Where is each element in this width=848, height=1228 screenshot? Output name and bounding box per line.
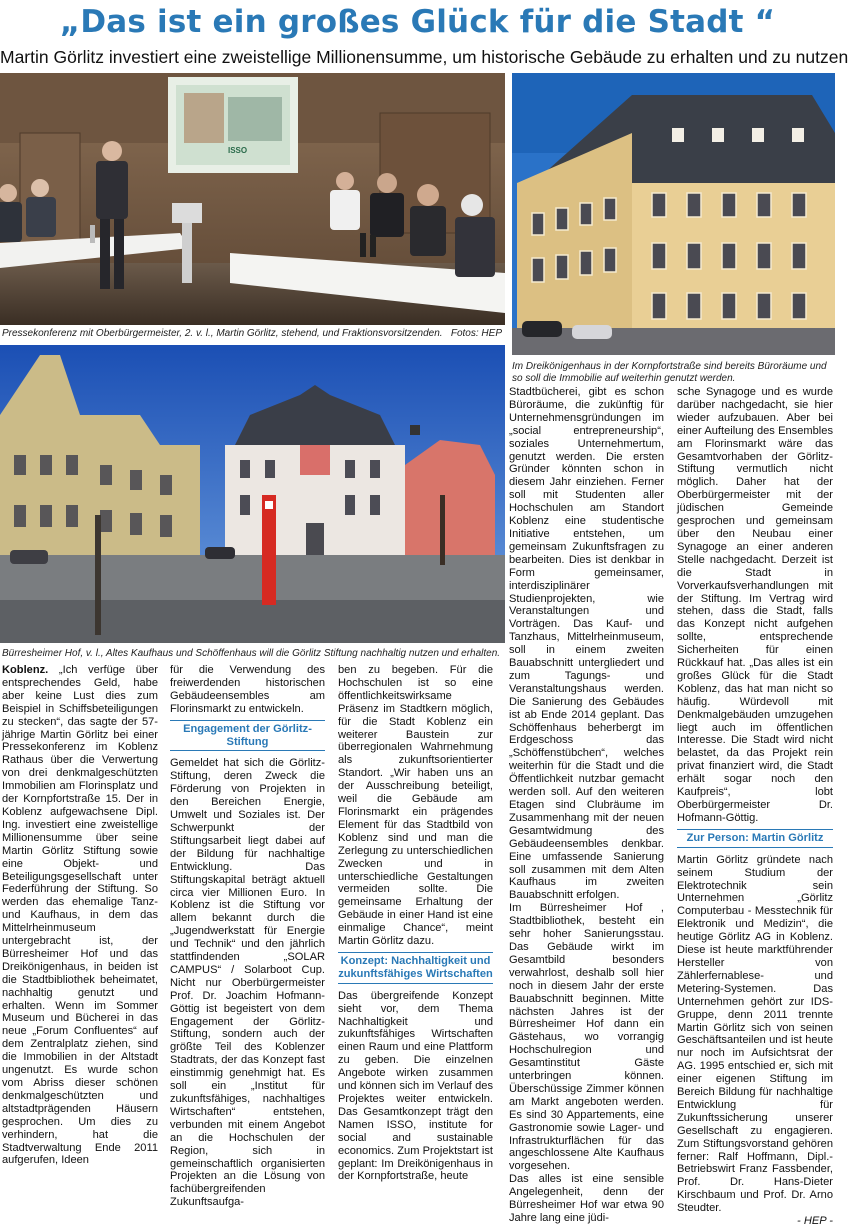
slide-title: ISSO [228,146,248,155]
col4-paragraph-2: Im Bürresheimer Hof , Stadtbibliothek, besteht ein sehr hoher Sanierungsstau. Das Gebäude wirkt im Gesamtbild besonders verwahrlost, deshalb soll hier noch in diesem Jahr der erste Bauabschnitt beginnen. Mitte nächsten Jahres ist der Bürresheimer Hof dann ein Gästehaus, wo vorrangig Hochschulregion und Gesamtinstitut Gäste unterbringen können. Überschüssige Zimmer können am Markt angeboten werden. Es sind 30 Appartements, eine Gastronomie sowie Lager- und Infrastrukturflächen für das angeschlossene Alte Kaufhaus vorgesehen. [509,902,664,1173]
article-column-5 [677,386,833,1228]
photo-credit: Fotos: HEP [450,328,502,339]
col2-paragraph-2: Gemeldet hat sich die Görlitz-Stiftung, deren Zweck die Förderung von Projekten in den Bereichen Energie, Umwelt und Soziales ist. Der Schwerpunkt der Stiftungsarbeit liegt dabei auf der Bildung für nachhaltige Entwicklung. Das Stiftungskapital beträgt aktuell circa vier Millionen Euro. In Koblenz ist die Stiftung vor allem bekannt durch die „Jugendwerkstatt für Energie und Technik“ und den jährlich stattfindenden „SOLAR CAMPUS“ / Solarboot Cup. Nicht nur Oberbürgermeister Prof. Dr. Joachim Hofmann-Göttig ist begeistert von dem Engagement der Görlitz-Stiftung, sondern auch der größte Teil des Koblenzer Stadtrats, der das Konzept fast einstimmig genehmigt hat. Es soll ein „Institut für zukunftsfähiges, nachhaltiges Wirtschaften“ entstehen, verbunden mit einem Angebot an die Hochschulen der Region, sich in gemeinschaftlich organisierten Projekten an die Lösung von fachübergreifenden Zukunftsaufga- [170,757,325,1209]
section-heading-person: Zur Person: Martin Görlitz [677,829,833,848]
building-photo [512,73,835,355]
col5-paragraph-1: sche Synagoge und es wurde darüber nachgedacht, sie hier wieder aufzubauen. Aber bei einer Aufteilung des Ensembles am Florinsmarkt wäre das Gesamtvorhaben der Görlitz-Stiftung vermutlich nicht möglich. Daher hat der Oberbürgermeister mit der jüdischen Gemeinde gesprochen und gemeinsam über den Neubau einer Synagoge an einer anderen Stelle nachgedacht. Derzeit ist die Stadt in Vorverkaufsverhandlungen mit der Stiftung. Im Vertrag wird stehen, dass die Stadt, falls das Konzept nicht aufgehen sollte, entsprechende Sicherheiten für einen Rückkauf hat. „Das alles ist ein großes Glück für die Stadt Koblenz, das hat man nicht so häufig. Würdevoll mit Denkmalgebäuden umzugehen liegt auch im öffentlichen Interesse. Die Stadt wird nicht belastet, da das Projekt rein privat finanziert wird, die Stadt erhält sogar noch den Kaufpreis“, lobt Oberbürgermeister Dr. Hofmann-Göttig. [677,386,833,824]
col3-paragraph-2: Das übergreifende Konzept sieht vor, dem Thema Nachhaltigkeit und zukunftsfähiges Wirtschaften einen Raum und eine Plattform zu geben. Die einzelnen Angebote wirken zusammen und können sich im Verlauf des Projektes weiter entwickeln. Das Gesamtkonzept trägt den Namen ISSO, institute for social and sustainable economics. Zum Projektstart ist geplant: Im Dreikönigenhaus in der Kornpfortstraße, heute [338,989,493,1183]
col2-paragraph-1: für die Verwendung des freiwerdenden historischen Gebäudeensembles am Florinsmarkt zu entwickeln. [170,664,325,715]
subheadline: Martin Görlitz investiert eine zweistellige Millionensumme, um historische Gebäude zu erhalten und zu nutzen [0,47,848,67]
building-caption: Im Dreikönigenhaus in der Kornpfortstraße sind bereits Büroräume und so soll die Immobilie auf weiterhin genutzt werden. [512,361,827,384]
article-column-2 [170,664,325,1209]
col4-paragraph-1: Stadtbücherei, gibt es schon Büroräume, die zukünftig für Unternehmensgründungen im „social entrepreneurship“, soziales Unternehmertum, genutzt werden. Die ersten Gründer könnten schon in diesem Jahr einziehen. Ferner soll mit Studenten aller Hochschulen am Standort Koblenz eine studentische Initiative entstehen, um gemeinsam Zukunftsfragen zu bearbeiten. Dies ist denkbar in Form gemeinsamer, interdisziplinärer Studienprojekten, wie Veranstaltungen und Vorträgen. Das Kauf- und Tanzhaus, Mittelrheinmuseum, soll in einem zweiten Bauabschnitt untergliedert und zum Tagungs- und Veranstaltungshaus werden. Die Sanierung des Gebäudes ist ab Ende 2014 geplant. Das Schöffenhaus beherbergt im Erdgeschoss das „Schöffenstübchen“, welches weiterhin für die Stadt und die Öffentlichkeit nutzbar gemacht werden soll. Auf den weiteren Etagen sind Clubräume im Zusammenhang mit der neuen Gesamtwidmung des Gebäudeensembles denkbar. Eine umfassende Sanierung soll zusammen mit dem Alten Kaufhaus im zweiten Bauabschnitt erfolgen. [509,386,664,902]
press-conference-image [0,73,505,325]
col5-paragraph-2: Martin Görlitz gründete nach seinem Studium der Elektrotechnik sein Unternehmen „Görlitz Computerbau - Messtechnik für Elektronik und Medizin“, die heutige Görlitz AG in Koblenz. Diese ist heute marktführender Hersteller von Zählerfernablese- und Metering-Systemen. Das Unternehmen gehört zur IDS-Gruppe, denn 2011 trennte Martin Görlitz sich von seinen Geschäftsanteilen und ist heute nur noch im Aufsichtsrat der AG. 1995 entschied er, sich mit einer eigenen Stiftung im Bereich Bildung für nachhaltige Entwicklung für Zukunftssicherung unserer Gesellschaft zu engagieren. Zum Stiftungsvorstand gehören ferner: Ralf Hoffmann, Dipl.-Betriebswirt Franz Fassbender, Prof. Dr. Hans-Dieter Kirschbaum und Prof. Dr. Arno Steudter. [677,853,833,1215]
dateline: Koblenz. [2,664,49,676]
col4-paragraph-3: Das alles ist eine sensible Angelegenheit, denn der Bürresheimer Hof war etwa 90 Jahre lang eine jüdi- [509,1173,664,1224]
col3-paragraph-1: ben zu begeben. Für die Hochschulen ist so eine öffentlichkeitswirksame Präsenz im Stadtkern möglich, für die Stadt Koblenz ein weiterer Baustein zur überregionalen Wahrnehmung als zukunftsorientierter Standort. „Wir haben uns an der Ausschreibung beteiligt, weil die Gebäude am Florinsmarkt ein prägendes Element für das Stadtbild von Koblenz sind und man die Zerlegung zu unterschiedlichen Zwecken und in unterschiedliche Gestaltungen vermeiden sollte. Die gemeinsame Erhaltung der Gebäude in einer Hand ist eine einmalige Chance“, meint Martin Görlitz dazu. [338,664,493,948]
section-heading-engagement: Engagement der Görlitz-Stiftung [170,720,325,752]
square-photo [0,345,505,643]
square-caption: Bürresheimer Hof, v. l., Altes Kaufhaus und Schöffenhaus will die Görlitz Stiftung nachhaltig nutzen und erhalten. [2,648,501,659]
press-conference-photo [0,73,505,325]
col1-paragraph-1: „Ich verfüge über entsprechendes Geld, habe aber keine Lust dies zum Beispiel in Schiffsbeteiligungen zu stecken“, das sagte der 57-jährige Martin Görlitz bei einer Pressekonferenz im Koblenz Rathaus über die Verwertung von drei denkmalgeschützten Immobilien am Florinsplatz und der Kornpfortstraße 15. Der in Koblenz aufgewachsene Dipl. Ing. investiert eine zweistellige Millionensumme über seine Martin Görlitz Stiftung sowie eine Objekt- und Beteiligungsgesellschaft unter Federführung der Stiftung. So werden das ehemalige Tanz- und Kaufhaus, in dem das Mittelrheinmuseum untergebracht ist, der Bürresheimer Hof und das Dreikönigenhaus, in beiden ist die Stadtbibliothek beheimatet, nachhaltig genutzt und erhalten. Wenn im Sommer Museum und Bücherei in das neue „Forum Confluentes“ auf dem Zentralplatz ziehen, sind die Immobilien in der Altstadt ungenutzt. Es wurde schon vom Abriss dieser schönen denkmalgeschützten und altstadtprägenden Häusern gesprochen. Um dies zu verhindern, hat die Stadtverwaltung Ende 2011 aufgerufen, Ideen [2,664,158,1167]
article-column-1 [2,664,158,1167]
author-signature: - HEP - [797,1215,833,1228]
press-conference-caption: Pressekonferenz mit Oberbürgermeister, 2. v. l., Martin Görlitz, stehend, und Fraktionsvorsitzenden. [2,328,443,339]
article-column-3 [338,664,493,1183]
article-column-4 [509,386,664,1224]
building-image [512,73,835,355]
section-heading-concept: Konzept: Nachhaltigkeit und zukunftsfähiges Wirtschaften [338,952,493,984]
headline: „Das ist ein großes Glück für die Stadt “ [59,4,776,40]
square-image [0,345,505,643]
